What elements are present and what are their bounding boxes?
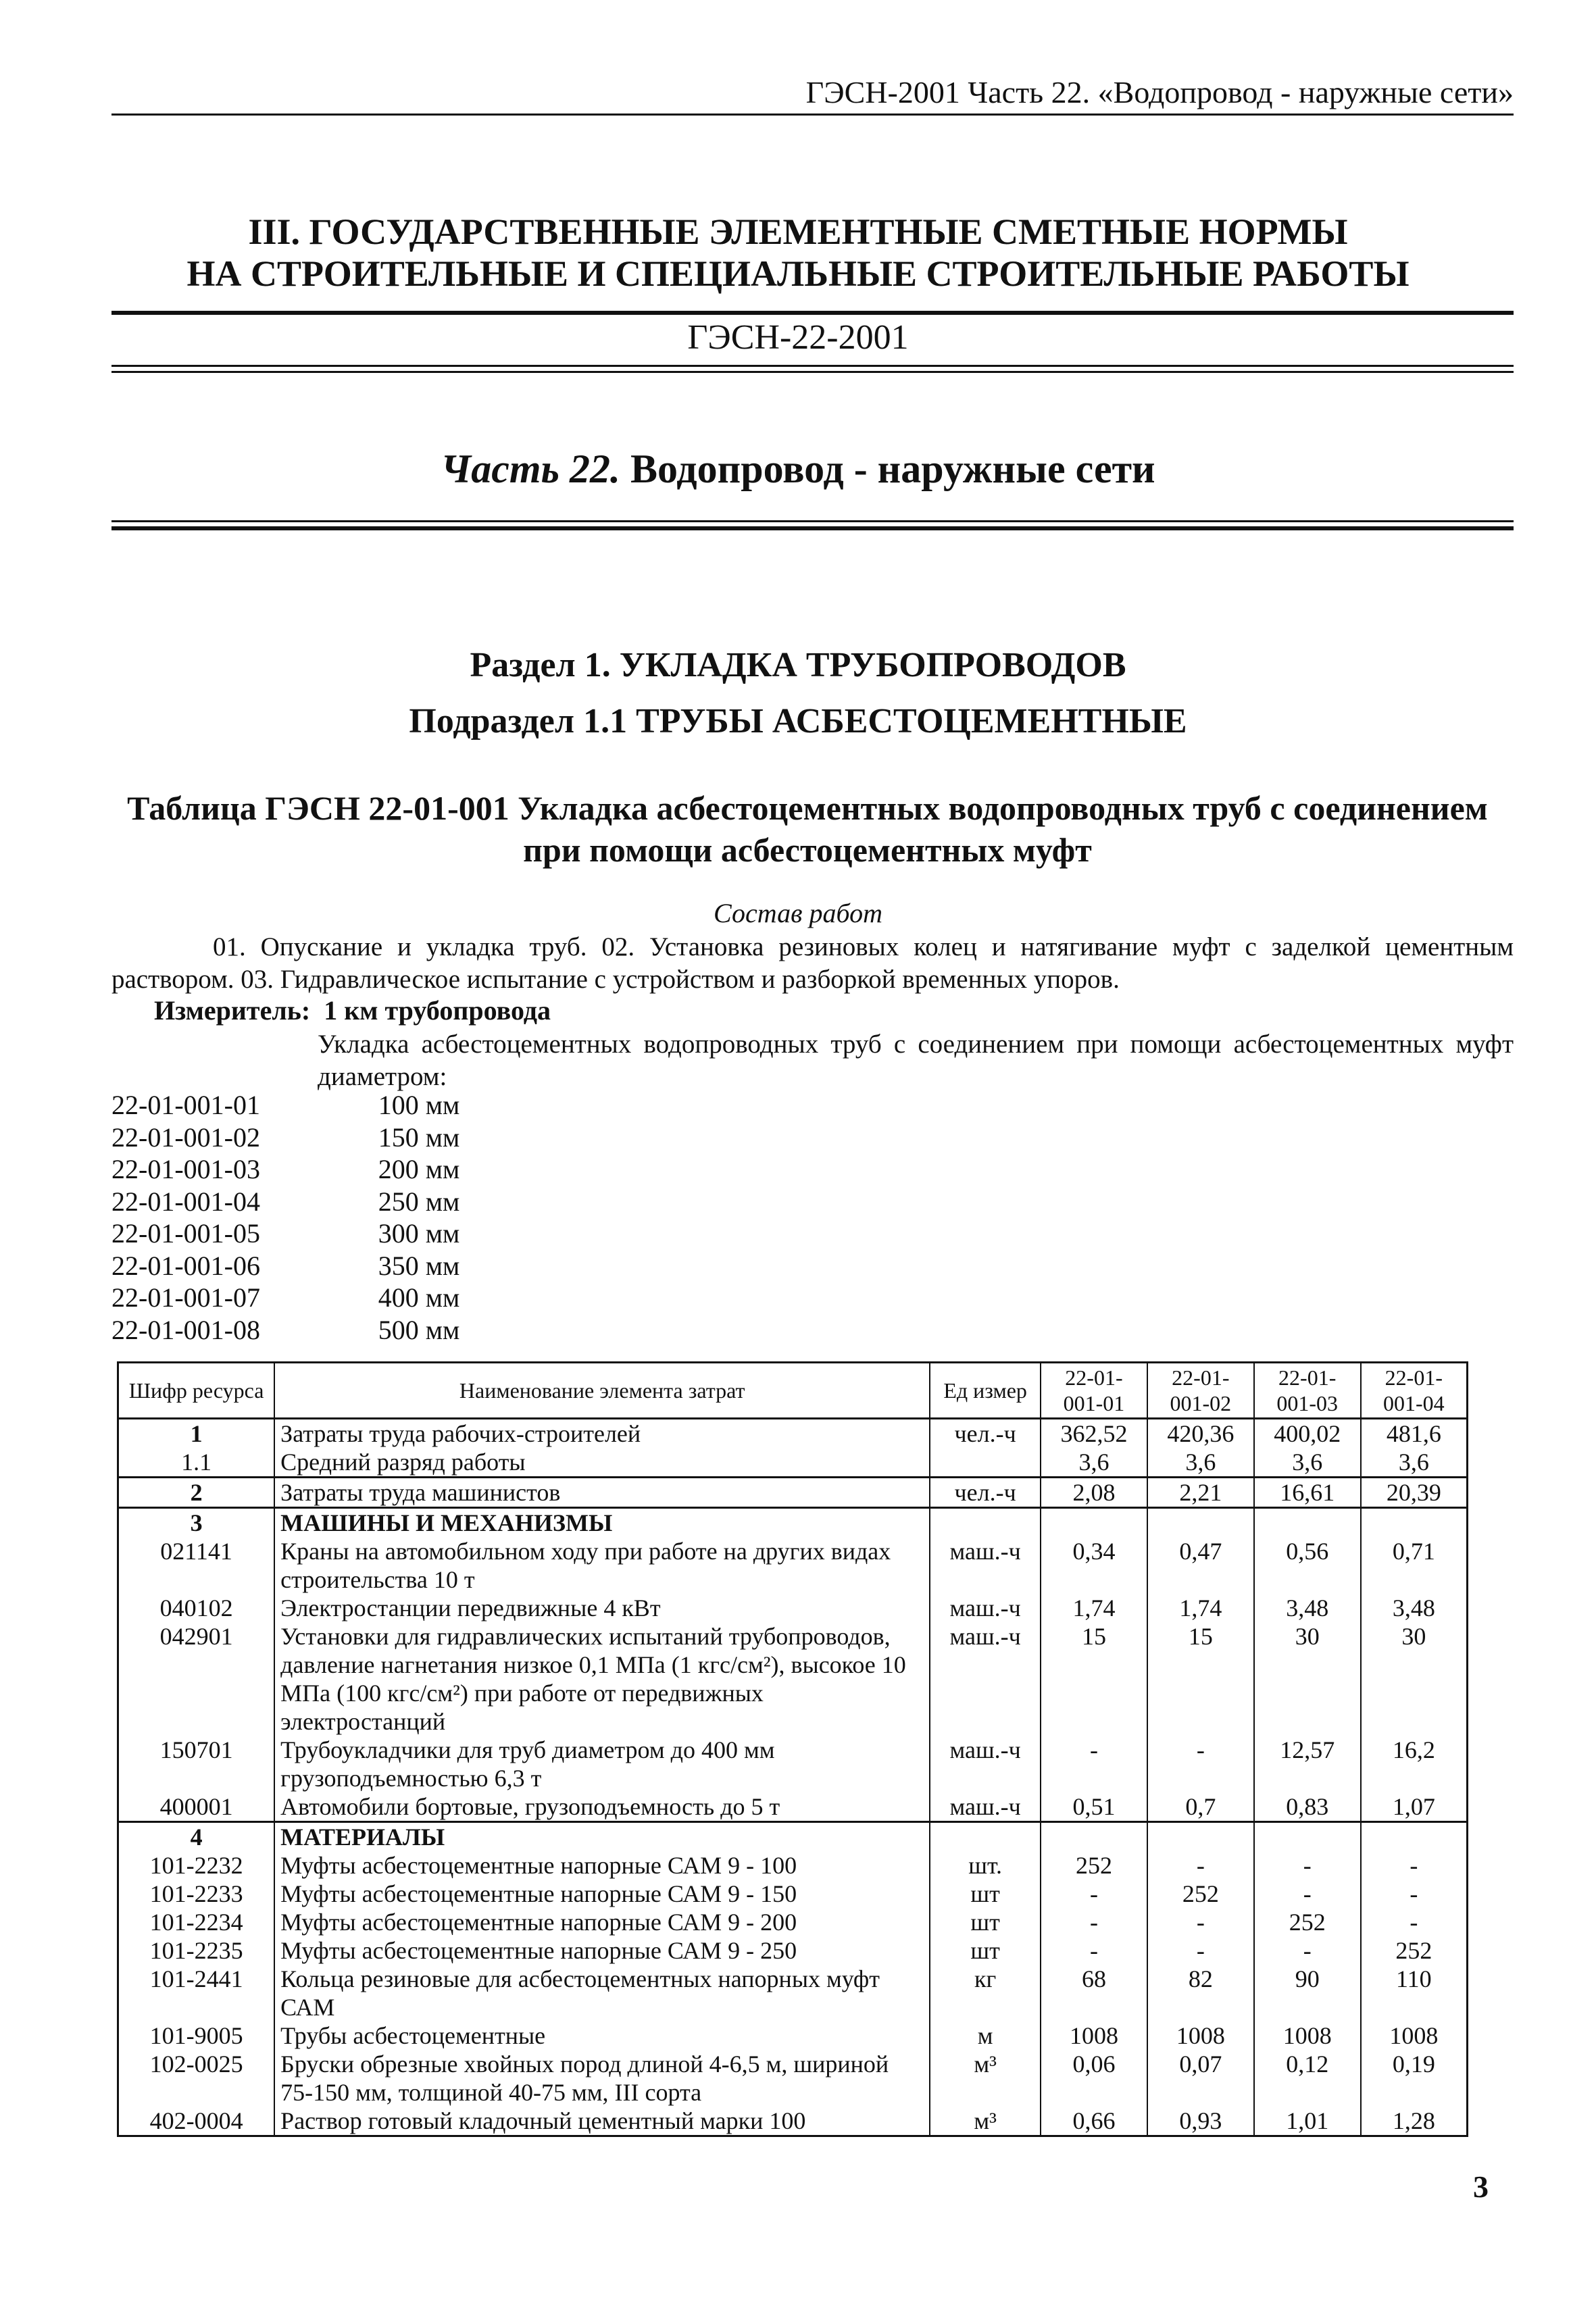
cell-value-2: - bbox=[1147, 1736, 1254, 1792]
code: 22-01-001-05 bbox=[111, 1218, 260, 1249]
part-label: Часть 22. bbox=[441, 447, 620, 491]
cell-value-2 bbox=[1147, 1822, 1254, 1852]
cell-value-2: 1008 bbox=[1147, 2021, 1254, 2050]
subsection-title: Подраздел 1.1 ТРУБЫ АСБЕСТОЦЕМЕНТНЫЕ bbox=[409, 702, 1187, 740]
cell-value-2: 2,21 bbox=[1147, 1478, 1254, 1508]
code: 22-01-001-01 bbox=[111, 1090, 260, 1120]
cell-value-4: 0,19 bbox=[1361, 2050, 1468, 2107]
cell-value-3: 0,12 bbox=[1254, 2050, 1361, 2107]
cell-value-2: 420,36 bbox=[1147, 1419, 1254, 1449]
cell-value-1: - bbox=[1041, 1880, 1147, 1908]
work-title: Состав работ bbox=[714, 898, 882, 928]
code-row bbox=[111, 1122, 487, 1154]
cell-name: Муфты асбестоцементные напорные САМ 9 - 150 bbox=[274, 1880, 930, 1908]
section-title: Раздел 1. УКЛАДКА ТРУБОПРОВОДОВ bbox=[470, 646, 1126, 684]
cell-unit: маш.-ч bbox=[930, 1594, 1041, 1622]
cell-code: 101-2233 bbox=[118, 1880, 275, 1908]
cell-code: 102-0025 bbox=[118, 2050, 275, 2107]
cell-value-4: 0,71 bbox=[1361, 1537, 1468, 1594]
part-name: Водопровод - наружные сети bbox=[630, 447, 1155, 491]
cell-code: 400001 bbox=[118, 1792, 275, 1822]
cell-unit bbox=[930, 1822, 1041, 1852]
header-col-4: 22-01-001-04 bbox=[1361, 1363, 1468, 1419]
cell-code: 3 bbox=[118, 1508, 275, 1538]
cell-value-3: 16,61 bbox=[1254, 1478, 1361, 1508]
table-heading-line1: Таблица ГЭСН 22-01-001 Укладка асбестоцементных водопроводных труб с соединением bbox=[127, 789, 1488, 827]
cell-value-2: 0,47 bbox=[1147, 1537, 1254, 1594]
code-row bbox=[111, 1153, 487, 1186]
cell-name: Кольца резиновые для асбестоцементных напорных муфт САМ bbox=[274, 1965, 930, 2021]
table-heading bbox=[101, 787, 1514, 871]
diameter: 100 мм bbox=[378, 1090, 460, 1120]
table-row bbox=[118, 1965, 1468, 2021]
cell-value-4: 30 bbox=[1361, 1622, 1468, 1736]
cell-value-1: 252 bbox=[1041, 1851, 1147, 1880]
cell-value-4: 481,6 bbox=[1361, 1419, 1468, 1449]
cell-unit: шт bbox=[930, 1880, 1041, 1908]
code: 22-01-001-03 bbox=[111, 1154, 260, 1184]
cell-code: 1 bbox=[118, 1419, 275, 1449]
doc-code-rule-1 bbox=[111, 365, 1514, 367]
diameter: 500 мм bbox=[378, 1314, 460, 1345]
code-row bbox=[111, 1314, 487, 1347]
cell-value-3: 30 bbox=[1254, 1622, 1361, 1736]
cell-value-4: 1,07 bbox=[1361, 1792, 1468, 1822]
cell-value-2: 82 bbox=[1147, 1965, 1254, 2021]
cell-unit: м³ bbox=[930, 2050, 1041, 2107]
cell-code: 150701 bbox=[118, 1736, 275, 1792]
cell-name: Муфты асбестоцементные напорные САМ 9 - 100 bbox=[274, 1851, 930, 1880]
table-header-row bbox=[118, 1363, 1468, 1419]
diameter: 350 мм bbox=[378, 1250, 460, 1281]
part-title bbox=[0, 446, 1596, 493]
code-row bbox=[111, 1282, 487, 1314]
cell-value-4: 16,2 bbox=[1361, 1736, 1468, 1792]
cell-value-4: 110 bbox=[1361, 1965, 1468, 2021]
cell-code: 101-2234 bbox=[118, 1908, 275, 1936]
diameter: 150 мм bbox=[378, 1122, 460, 1153]
cell-value-1: 0,34 bbox=[1041, 1537, 1147, 1594]
measure bbox=[154, 995, 551, 1026]
cell-name: Муфты асбестоцементные напорные САМ 9 - 200 bbox=[274, 1908, 930, 1936]
part-rule-2 bbox=[111, 526, 1514, 530]
table-row bbox=[118, 1851, 1468, 1880]
table-row bbox=[118, 1736, 1468, 1792]
description: Укладка асбестоцементных водопроводных труб с соединением при помощи асбестоцементных муфт диаметром: bbox=[318, 1030, 1514, 1091]
cell-value-2: 0,07 bbox=[1147, 2050, 1254, 2107]
code: 22-01-001-04 bbox=[111, 1186, 260, 1217]
cell-value-4: 3,6 bbox=[1361, 1448, 1468, 1478]
cell-unit: шт bbox=[930, 1936, 1041, 1965]
cell-name: Электростанции передвижные 4 кВт bbox=[274, 1594, 930, 1622]
cell-value-3 bbox=[1254, 1508, 1361, 1538]
header-col-1: 22-01-001-01 bbox=[1041, 1363, 1147, 1419]
running-header: ГЭСН-2001 Часть 22. «Водопровод - наружные сети» bbox=[805, 75, 1514, 109]
diameter: 200 мм bbox=[378, 1154, 460, 1184]
cell-value-4: - bbox=[1361, 1851, 1468, 1880]
cell-code: 101-2235 bbox=[118, 1936, 275, 1965]
cell-name: Автомобили бортовые, грузоподъемность до 5 т bbox=[274, 1792, 930, 1822]
cell-code: 101-9005 bbox=[118, 2021, 275, 2050]
cell-value-4: - bbox=[1361, 1880, 1468, 1908]
cell-value-1: 1,74 bbox=[1041, 1594, 1147, 1622]
table-row bbox=[118, 1792, 1468, 1822]
cell-value-3: - bbox=[1254, 1880, 1361, 1908]
code-list bbox=[111, 1089, 487, 1346]
cell-unit: кг bbox=[930, 1965, 1041, 2021]
doc-code: ГЭСН-22-2001 bbox=[687, 318, 909, 357]
cell-value-3: - bbox=[1254, 1936, 1361, 1965]
table-row bbox=[118, 1448, 1468, 1478]
code-row bbox=[111, 1186, 487, 1218]
header-unit: Ед измер bbox=[930, 1363, 1041, 1419]
cell-value-1: - bbox=[1041, 1736, 1147, 1792]
cell-value-1: 0,51 bbox=[1041, 1792, 1147, 1822]
cell-value-2: 3,6 bbox=[1147, 1448, 1254, 1478]
main-title-line1: III. ГОСУДАРСТВЕННЫЕ ЭЛЕМЕНТНЫЕ СМЕТНЫЕ НОРМЫ bbox=[248, 211, 1348, 252]
header-code: Шифр ресурса bbox=[118, 1363, 275, 1419]
cell-value-3: - bbox=[1254, 1851, 1361, 1880]
resource-table bbox=[117, 1361, 1468, 2137]
cell-value-2: 15 bbox=[1147, 1622, 1254, 1736]
page-number: 3 bbox=[1473, 2169, 1489, 2204]
cell-value-2 bbox=[1147, 1508, 1254, 1538]
cell-value-1 bbox=[1041, 1508, 1147, 1538]
doc-code-rule-2 bbox=[111, 371, 1514, 373]
cell-unit: м bbox=[930, 2021, 1041, 2050]
code-row bbox=[111, 1250, 487, 1282]
cell-name: Затраты труда машинистов bbox=[274, 1478, 930, 1508]
measure-value: 1 км трубопровода bbox=[324, 995, 551, 1026]
cell-value-4 bbox=[1361, 1508, 1468, 1538]
table-row bbox=[118, 1822, 1468, 1852]
cell-value-4: - bbox=[1361, 1908, 1468, 1936]
table-row bbox=[118, 2021, 1468, 2050]
cell-code: 402-0004 bbox=[118, 2107, 275, 2136]
cell-name: Затраты труда рабочих-строителей bbox=[274, 1419, 930, 1449]
cell-unit bbox=[930, 1448, 1041, 1478]
code: 22-01-001-02 bbox=[111, 1122, 260, 1153]
cell-value-1: 2,08 bbox=[1041, 1478, 1147, 1508]
cell-value-1: 3,6 bbox=[1041, 1448, 1147, 1478]
cell-name: МАШИНЫ И МЕХАНИЗМЫ bbox=[274, 1508, 930, 1538]
cell-code: 1.1 bbox=[118, 1448, 275, 1478]
diameter: 250 мм bbox=[378, 1186, 460, 1217]
cell-value-2: 1,74 bbox=[1147, 1594, 1254, 1622]
cell-value-2: - bbox=[1147, 1936, 1254, 1965]
code: 22-01-001-06 bbox=[111, 1250, 260, 1281]
cell-value-4: 1008 bbox=[1361, 2021, 1468, 2050]
code-row bbox=[111, 1089, 487, 1122]
cell-unit: маш.-ч bbox=[930, 1736, 1041, 1792]
cell-name: Установки для гидравлических испытаний трубопроводов, давление нагнетания низкое 0,1 МПа (1 кгс/см²), высокое 10 МПа (100 кгс/см²) при работе от передвижных электростанций bbox=[274, 1622, 930, 1736]
cell-value-1: 68 bbox=[1041, 1965, 1147, 2021]
cell-value-4: 3,48 bbox=[1361, 1594, 1468, 1622]
code: 22-01-001-07 bbox=[111, 1282, 260, 1313]
cell-unit: чел.-ч bbox=[930, 1419, 1041, 1449]
cell-unit: маш.-ч bbox=[930, 1792, 1041, 1822]
measure-label: Измеритель: bbox=[154, 995, 311, 1026]
table-row bbox=[118, 1537, 1468, 1594]
diameter: 400 мм bbox=[378, 1282, 460, 1313]
table-row bbox=[118, 1419, 1468, 1449]
diameter: 300 мм bbox=[378, 1218, 460, 1249]
cell-name: Раствор готовый кладочный цементный марки 100 bbox=[274, 2107, 930, 2136]
cell-value-2: 0,7 bbox=[1147, 1792, 1254, 1822]
table-row bbox=[118, 1478, 1468, 1508]
cell-code: 040102 bbox=[118, 1594, 275, 1622]
code: 22-01-001-08 bbox=[111, 1314, 260, 1345]
cell-code: 101-2441 bbox=[118, 1965, 275, 2021]
table-heading-line2: при помощи асбестоцементных муфт bbox=[523, 831, 1092, 869]
cell-value-2: - bbox=[1147, 1851, 1254, 1880]
cell-name: Средний разряд работы bbox=[274, 1448, 930, 1478]
cell-value-4: 252 bbox=[1361, 1936, 1468, 1965]
cell-value-3: 90 bbox=[1254, 1965, 1361, 2021]
header-col-3: 22-01-001-03 bbox=[1254, 1363, 1361, 1419]
header-rule bbox=[111, 114, 1514, 116]
cell-name: Трубы асбестоцементные bbox=[274, 2021, 930, 2050]
cell-value-4: 20,39 bbox=[1361, 1478, 1468, 1508]
cell-value-3: 400,02 bbox=[1254, 1419, 1361, 1449]
table-row bbox=[118, 1908, 1468, 1936]
table-row bbox=[118, 1936, 1468, 1965]
cell-value-2: - bbox=[1147, 1908, 1254, 1936]
cell-code: 021141 bbox=[118, 1537, 275, 1594]
table-row bbox=[118, 1622, 1468, 1736]
cell-value-4: 1,28 bbox=[1361, 2107, 1468, 2136]
cell-value-1: - bbox=[1041, 1908, 1147, 1936]
cell-value-3 bbox=[1254, 1822, 1361, 1852]
code-row bbox=[111, 1217, 487, 1250]
cell-code: 042901 bbox=[118, 1622, 275, 1736]
cell-value-1: 0,66 bbox=[1041, 2107, 1147, 2136]
cell-value-3: 0,56 bbox=[1254, 1537, 1361, 1594]
cell-value-3: 3,48 bbox=[1254, 1594, 1361, 1622]
cell-name: Трубоукладчики для труб диаметром до 400 мм грузоподъемностью 6,3 т bbox=[274, 1736, 930, 1792]
table-row bbox=[118, 2107, 1468, 2136]
table-row bbox=[118, 1594, 1468, 1622]
cell-value-3: 12,57 bbox=[1254, 1736, 1361, 1792]
cell-name: МАТЕРИАЛЫ bbox=[274, 1822, 930, 1852]
cell-unit: м³ bbox=[930, 2107, 1041, 2136]
cell-code: 2 bbox=[118, 1478, 275, 1508]
header-name: Наименование элемента затрат bbox=[274, 1363, 930, 1419]
cell-value-3: 0,83 bbox=[1254, 1792, 1361, 1822]
cell-unit: маш.-ч bbox=[930, 1622, 1041, 1736]
cell-value-2: 252 bbox=[1147, 1880, 1254, 1908]
table-row bbox=[118, 2050, 1468, 2107]
cell-value-3: 3,6 bbox=[1254, 1448, 1361, 1478]
cell-value-1: 362,52 bbox=[1041, 1419, 1147, 1449]
table-body bbox=[118, 1419, 1468, 2136]
cell-value-2: 0,93 bbox=[1147, 2107, 1254, 2136]
cell-value-3: 252 bbox=[1254, 1908, 1361, 1936]
table-row bbox=[118, 1880, 1468, 1908]
table-row bbox=[118, 1508, 1468, 1538]
cell-value-1: 0,06 bbox=[1041, 2050, 1147, 2107]
cell-value-3: 1008 bbox=[1254, 2021, 1361, 2050]
cell-name: Муфты асбестоцементные напорные САМ 9 - 250 bbox=[274, 1936, 930, 1965]
cell-unit: чел.-ч bbox=[930, 1478, 1041, 1508]
cell-unit: маш.-ч bbox=[930, 1537, 1041, 1594]
main-title-line2: НА СТРОИТЕЛЬНЫЕ И СПЕЦИАЛЬНЫЕ СТРОИТЕЛЬНЫЕ РАБОТЫ bbox=[186, 253, 1410, 294]
cell-value-1 bbox=[1041, 1822, 1147, 1852]
cell-value-1: 1008 bbox=[1041, 2021, 1147, 2050]
header-col-2: 22-01-001-02 bbox=[1147, 1363, 1254, 1419]
cell-code: 101-2232 bbox=[118, 1851, 275, 1880]
cell-unit: шт bbox=[930, 1908, 1041, 1936]
work-text: 01. Опускание и укладка труб. 02. Установка резиновых колец и натягивание муфт с заделкой цементным раствором. 03. Гидравлическое испытание с устройством и разборкой временных упоров. bbox=[111, 932, 1514, 994]
cell-value-4 bbox=[1361, 1822, 1468, 1852]
cell-name: Бруски обрезные хвойных пород длиной 4-6,5 м, шириной 75-150 мм, толщиной 40-75 мм, III сорта bbox=[274, 2050, 930, 2107]
cell-value-3: 1,01 bbox=[1254, 2107, 1361, 2136]
cell-name: Краны на автомобильном ходу при работе на других видах строительства 10 т bbox=[274, 1537, 930, 1594]
cell-value-1: - bbox=[1041, 1936, 1147, 1965]
cell-value-1: 15 bbox=[1041, 1622, 1147, 1736]
cell-unit bbox=[930, 1508, 1041, 1538]
cell-unit: шт. bbox=[930, 1851, 1041, 1880]
part-rule-1 bbox=[111, 520, 1514, 522]
title-rule-top bbox=[111, 311, 1514, 315]
cell-code: 4 bbox=[118, 1822, 275, 1852]
